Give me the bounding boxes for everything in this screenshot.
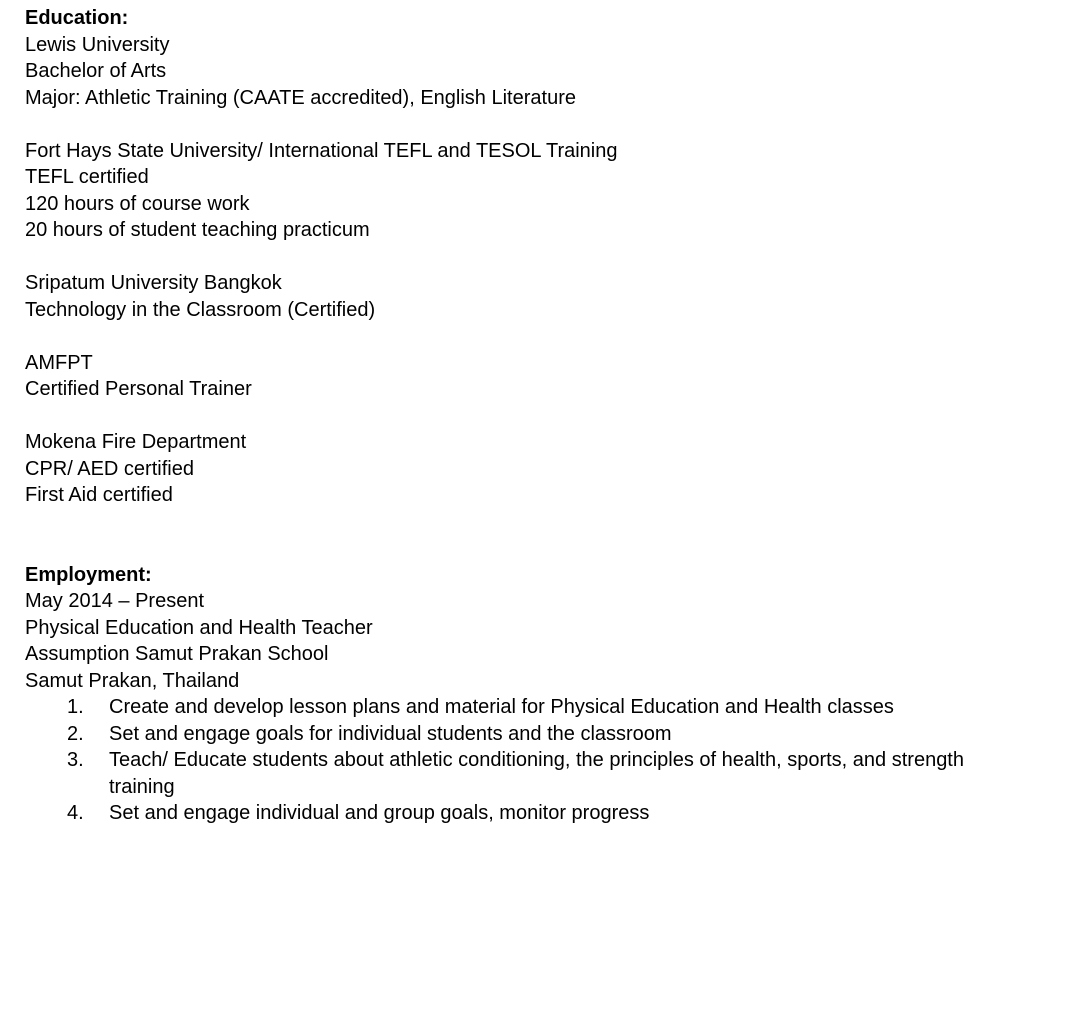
education-entry-fort-hays xyxy=(25,138,1065,244)
practicum-hours: 20 hours of student teaching practicum xyxy=(25,219,370,241)
certification: CPR/ AED certified xyxy=(25,457,194,480)
education-entry-lewis xyxy=(25,32,1065,112)
institution-name: Mokena Fire Department xyxy=(25,431,247,453)
major: Major: Athletic Training (CAATE accredited), English Literature xyxy=(25,86,576,109)
employment-entry xyxy=(25,588,1065,827)
list-number: 1. xyxy=(67,696,84,718)
job-title: Physical Education and Health Teacher xyxy=(25,616,373,639)
list-item xyxy=(25,694,1065,721)
duty-text: Create and develop lesson plans and material for Physical Education and Health classes xyxy=(109,696,894,718)
list-item xyxy=(25,800,1065,827)
employer-name: Assumption Samut Prakan School xyxy=(25,643,329,665)
education-entry-sripatum xyxy=(25,270,1065,323)
list-item xyxy=(25,747,1065,800)
certification: Technology in the Classroom (Certified) xyxy=(25,298,376,321)
duties-list xyxy=(25,694,1065,827)
certification: TEFL certified xyxy=(25,166,149,188)
education-entry-amfpt xyxy=(25,350,1065,403)
resume-page xyxy=(25,5,1065,827)
list-number: 3. xyxy=(67,749,84,771)
employment-heading: Employment: xyxy=(25,563,152,586)
institution-name: Fort Hays State University/ International TEFL and TESOL Training xyxy=(25,139,618,162)
certification: Certified Personal Trainer xyxy=(25,378,252,400)
list-item xyxy=(25,721,1065,748)
institution-name: Lewis University xyxy=(25,33,170,56)
job-location: Samut Prakan, Thailand xyxy=(25,669,240,692)
job-dates: May 2014 – Present xyxy=(25,590,204,612)
duty-text: Teach/ Educate students about athletic conditioning, the principles of health, sports, and strength training xyxy=(109,749,964,798)
institution-name: AMFPT xyxy=(25,351,93,374)
certification: First Aid certified xyxy=(25,484,173,506)
duty-text: Set and engage goals for individual students and the classroom xyxy=(109,722,672,745)
education-entry-mokena xyxy=(25,429,1065,509)
education-heading: Education: xyxy=(25,7,129,29)
degree: Bachelor of Arts xyxy=(25,60,167,82)
list-number: 2. xyxy=(67,722,84,745)
list-number: 4. xyxy=(67,802,84,824)
coursework-hours: 120 hours of course work xyxy=(25,192,250,215)
duty-text: Set and engage individual and group goals, monitor progress xyxy=(109,802,650,824)
institution-name: Sripatum University Bangkok xyxy=(25,272,282,294)
